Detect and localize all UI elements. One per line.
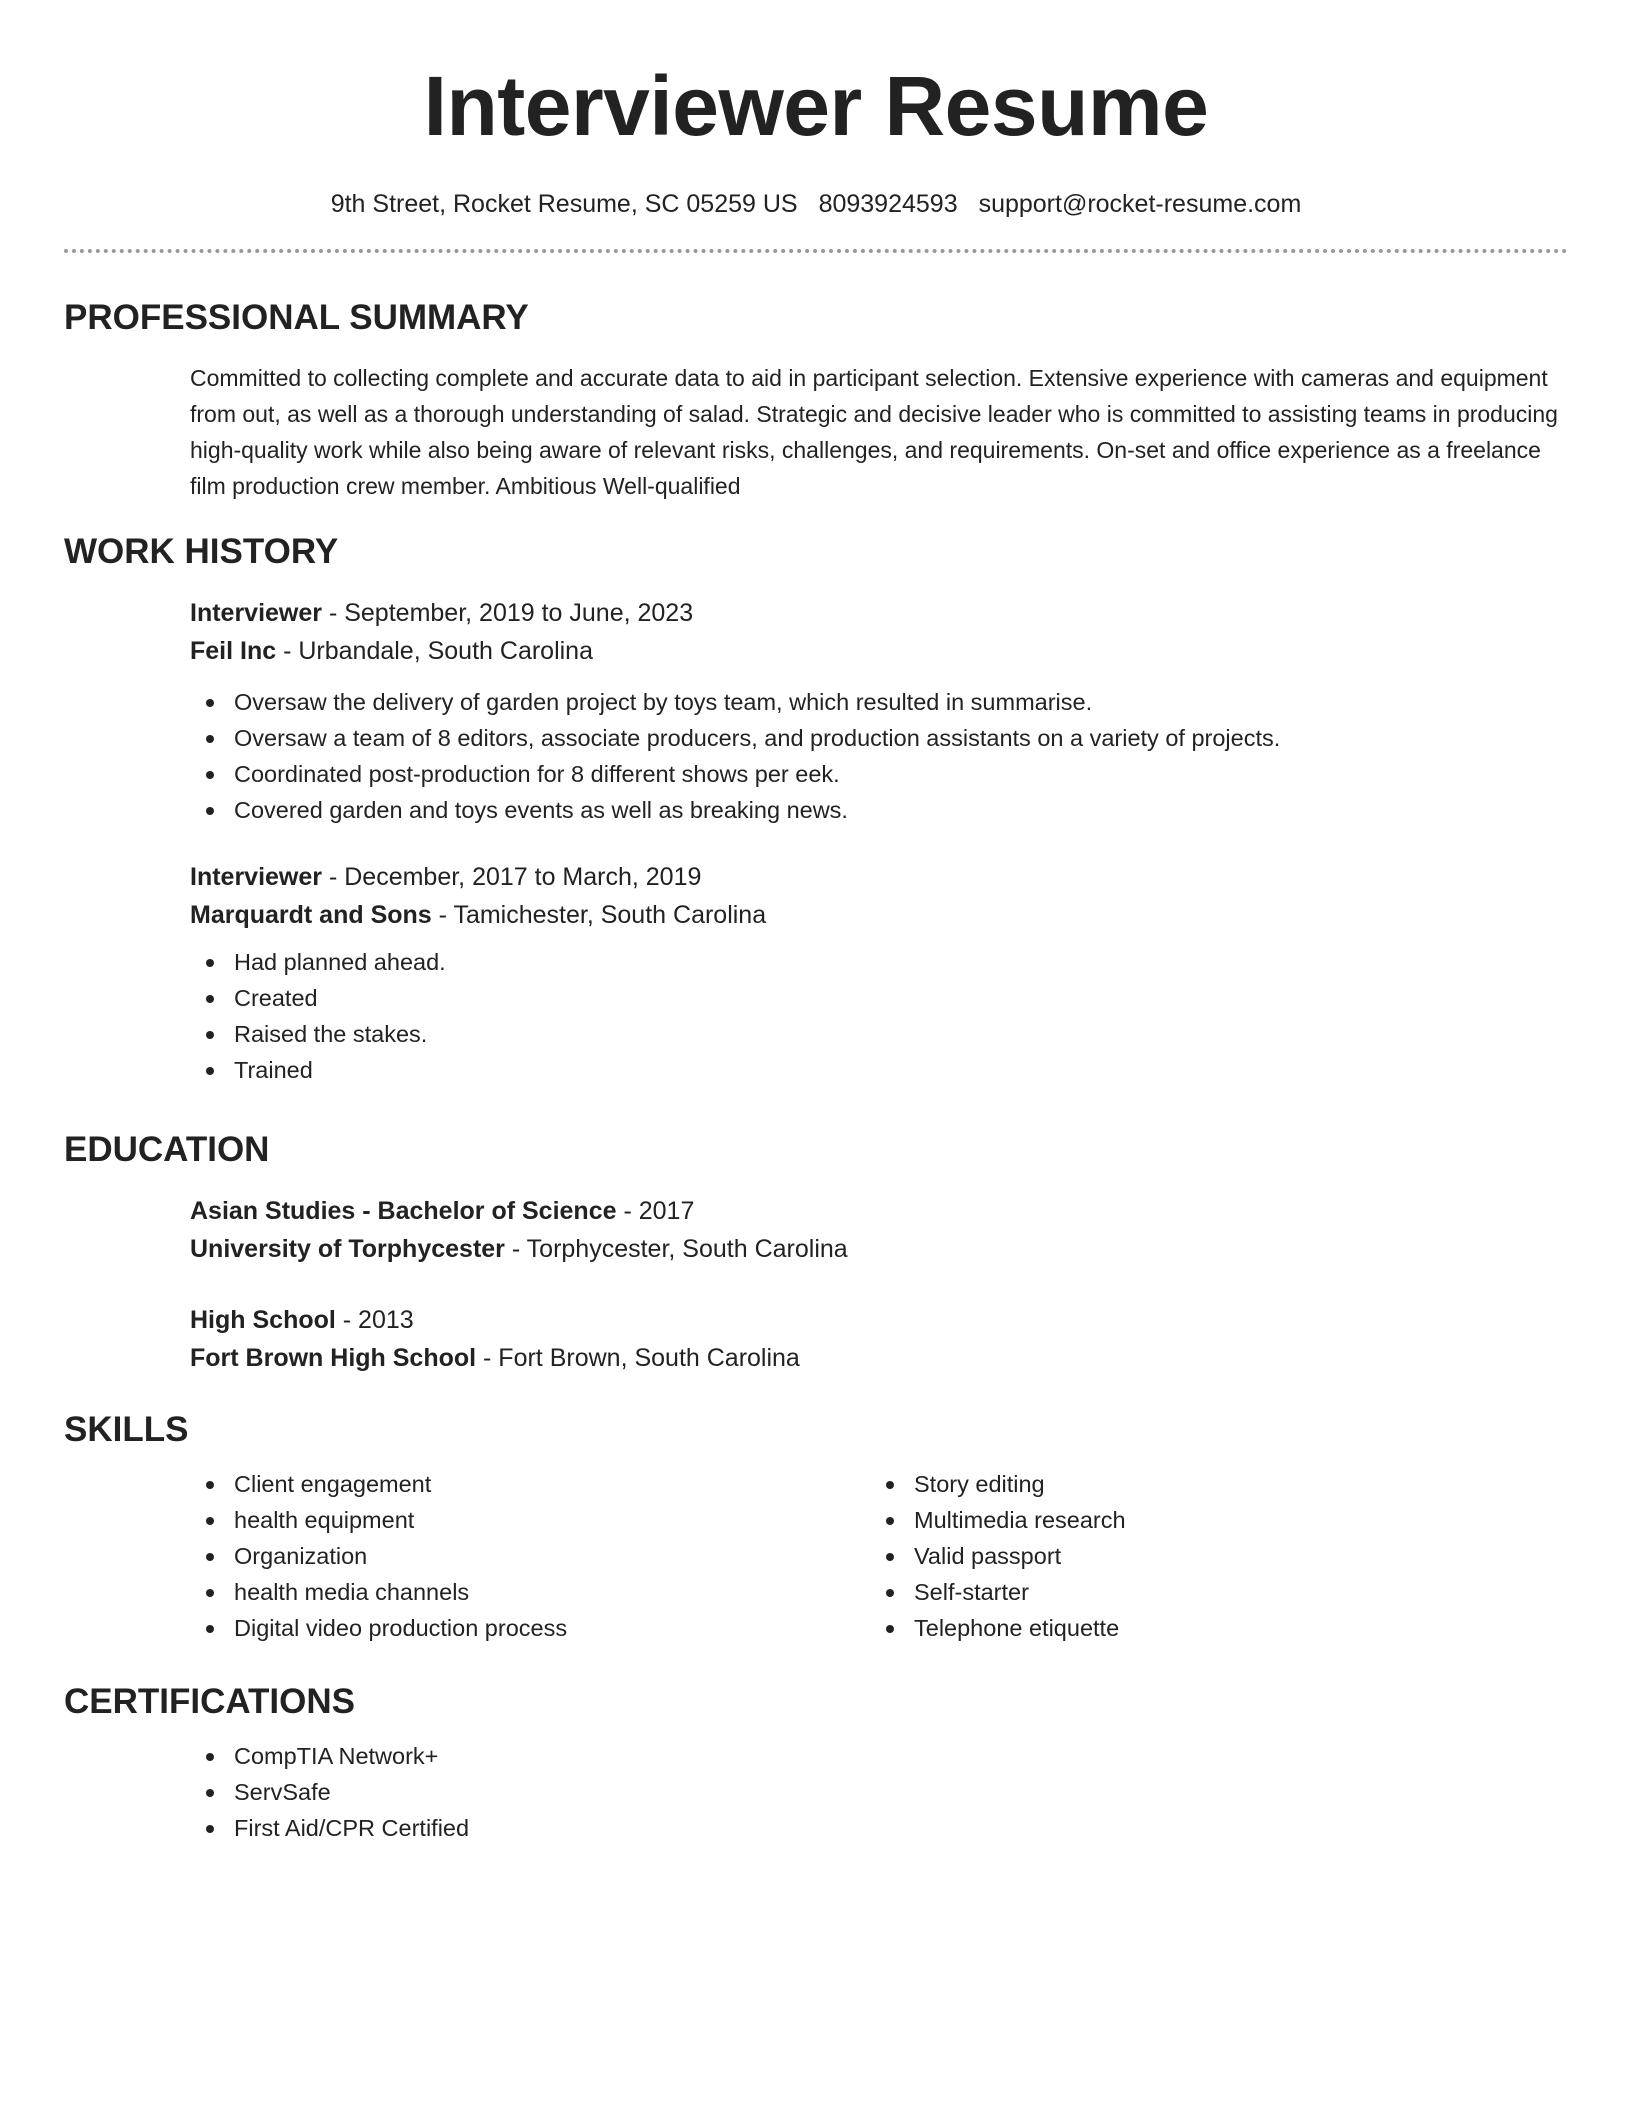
contact-line xyxy=(64,188,1568,220)
list-item: ServSafe xyxy=(190,1774,1568,1810)
certifications-section xyxy=(64,1680,1568,1846)
job-company-line xyxy=(190,632,1568,670)
contact-email[interactable]: support@rocket-resume.com xyxy=(978,190,1302,218)
job-title: Interviewer xyxy=(190,863,323,891)
list-item: Client engagement xyxy=(190,1466,870,1502)
education-location: - Fort Brown, South Carolina xyxy=(476,1344,800,1372)
list-item: Created xyxy=(190,980,1568,1016)
skills-list-left xyxy=(190,1466,870,1646)
skills-heading: SKILLS xyxy=(64,1410,189,1449)
list-item: CompTIA Network+ xyxy=(190,1738,1568,1774)
job-company: Marquardt and Sons xyxy=(190,901,432,929)
job-location: - Tamichester, South Carolina xyxy=(431,901,767,929)
education-year: - 2017 xyxy=(616,1197,695,1225)
list-item: Digital video production process xyxy=(190,1610,870,1646)
list-item: health media channels xyxy=(190,1574,870,1610)
list-item: Raised the stakes. xyxy=(190,1016,1568,1052)
resume-page xyxy=(64,0,1568,1841)
education-degree: Asian Studies - Bachelor of Science xyxy=(190,1197,617,1225)
list-item: Story editing xyxy=(870,1466,1550,1502)
education-school: University of Torphycester xyxy=(190,1235,505,1263)
list-item: Oversaw a team of 8 editors, associate producers, and production assistants on a variety of projects. xyxy=(190,720,1568,756)
education-school-line xyxy=(190,1339,1568,1377)
job-title-line xyxy=(190,858,1568,896)
list-item: Telephone etiquette xyxy=(870,1610,1550,1646)
summary-section xyxy=(64,296,1568,504)
list-item: Had planned ahead. xyxy=(190,944,1568,980)
summary-text: Committed to collecting complete and accurate data to aid in participant selection. Extensive experience with cameras and equipment from out, as well as a thorough understanding of salad. Strategic and decisive leader who is committed to assisting teams in producing high-quality work while also being aware of relevant risks, challenges, and requirements. On-set and office experience as a freelance film production crew member. Ambitious Well-qualified xyxy=(190,365,1558,499)
list-item: First Aid/CPR Certified xyxy=(190,1810,1568,1846)
skills-list-right xyxy=(870,1466,1550,1646)
education-degree-line xyxy=(190,1192,1568,1230)
list-item: Valid passport xyxy=(870,1538,1550,1574)
list-item: Organization xyxy=(190,1538,870,1574)
list-item: Covered garden and toys events as well as breaking news. xyxy=(190,792,1568,828)
job-location: - Urbandale, South Carolina xyxy=(276,637,593,665)
skills-columns xyxy=(190,1466,1568,1646)
job-title: Interviewer xyxy=(190,599,323,627)
list-item: Multimedia research xyxy=(870,1502,1550,1538)
list-item: Coordinated post-production for 8 different shows per eek. xyxy=(190,756,1568,792)
work-history-heading: WORK HISTORY xyxy=(64,532,339,571)
list-item: health equipment xyxy=(190,1502,870,1538)
education-year: - 2013 xyxy=(335,1306,414,1334)
job-entry xyxy=(190,858,1568,1088)
page-title: Interviewer Resume xyxy=(423,59,1209,153)
education-school-line xyxy=(190,1230,1568,1268)
education-degree-line xyxy=(190,1301,1568,1339)
job-entry xyxy=(190,594,1568,828)
list-item: Self-starter xyxy=(870,1574,1550,1610)
job-company: Feil Inc xyxy=(190,637,277,665)
education-entry xyxy=(190,1301,1568,1377)
list-item: Oversaw the delivery of garden project by toys team, which resulted in summarise. xyxy=(190,684,1568,720)
contact-phone: 8093924593 xyxy=(818,190,958,218)
job-bullets xyxy=(190,684,1568,828)
work-history-section xyxy=(64,530,1568,1088)
job-company-line xyxy=(190,896,1568,934)
education-school: Fort Brown High School xyxy=(190,1344,477,1372)
education-heading: EDUCATION xyxy=(64,1130,270,1169)
contact-address: 9th Street, Rocket Resume, SC 05259 US xyxy=(330,190,798,218)
list-item: Trained xyxy=(190,1052,1568,1088)
summary-heading: PROFESSIONAL SUMMARY xyxy=(64,298,529,337)
education-degree: High School xyxy=(190,1306,336,1334)
job-title-line xyxy=(190,594,1568,632)
skills-section xyxy=(64,1408,1568,1646)
education-section xyxy=(64,1128,1568,1377)
job-dates: - September, 2019 to June, 2023 xyxy=(322,599,694,627)
job-dates: - December, 2017 to March, 2019 xyxy=(322,863,702,891)
certifications-heading: CERTIFICATIONS xyxy=(64,1682,356,1721)
education-entry xyxy=(190,1192,1568,1268)
education-location: - Torphycester, South Carolina xyxy=(504,1235,848,1263)
job-bullets xyxy=(190,944,1568,1088)
header-divider xyxy=(64,249,1568,253)
certifications-list xyxy=(190,1738,1568,1846)
